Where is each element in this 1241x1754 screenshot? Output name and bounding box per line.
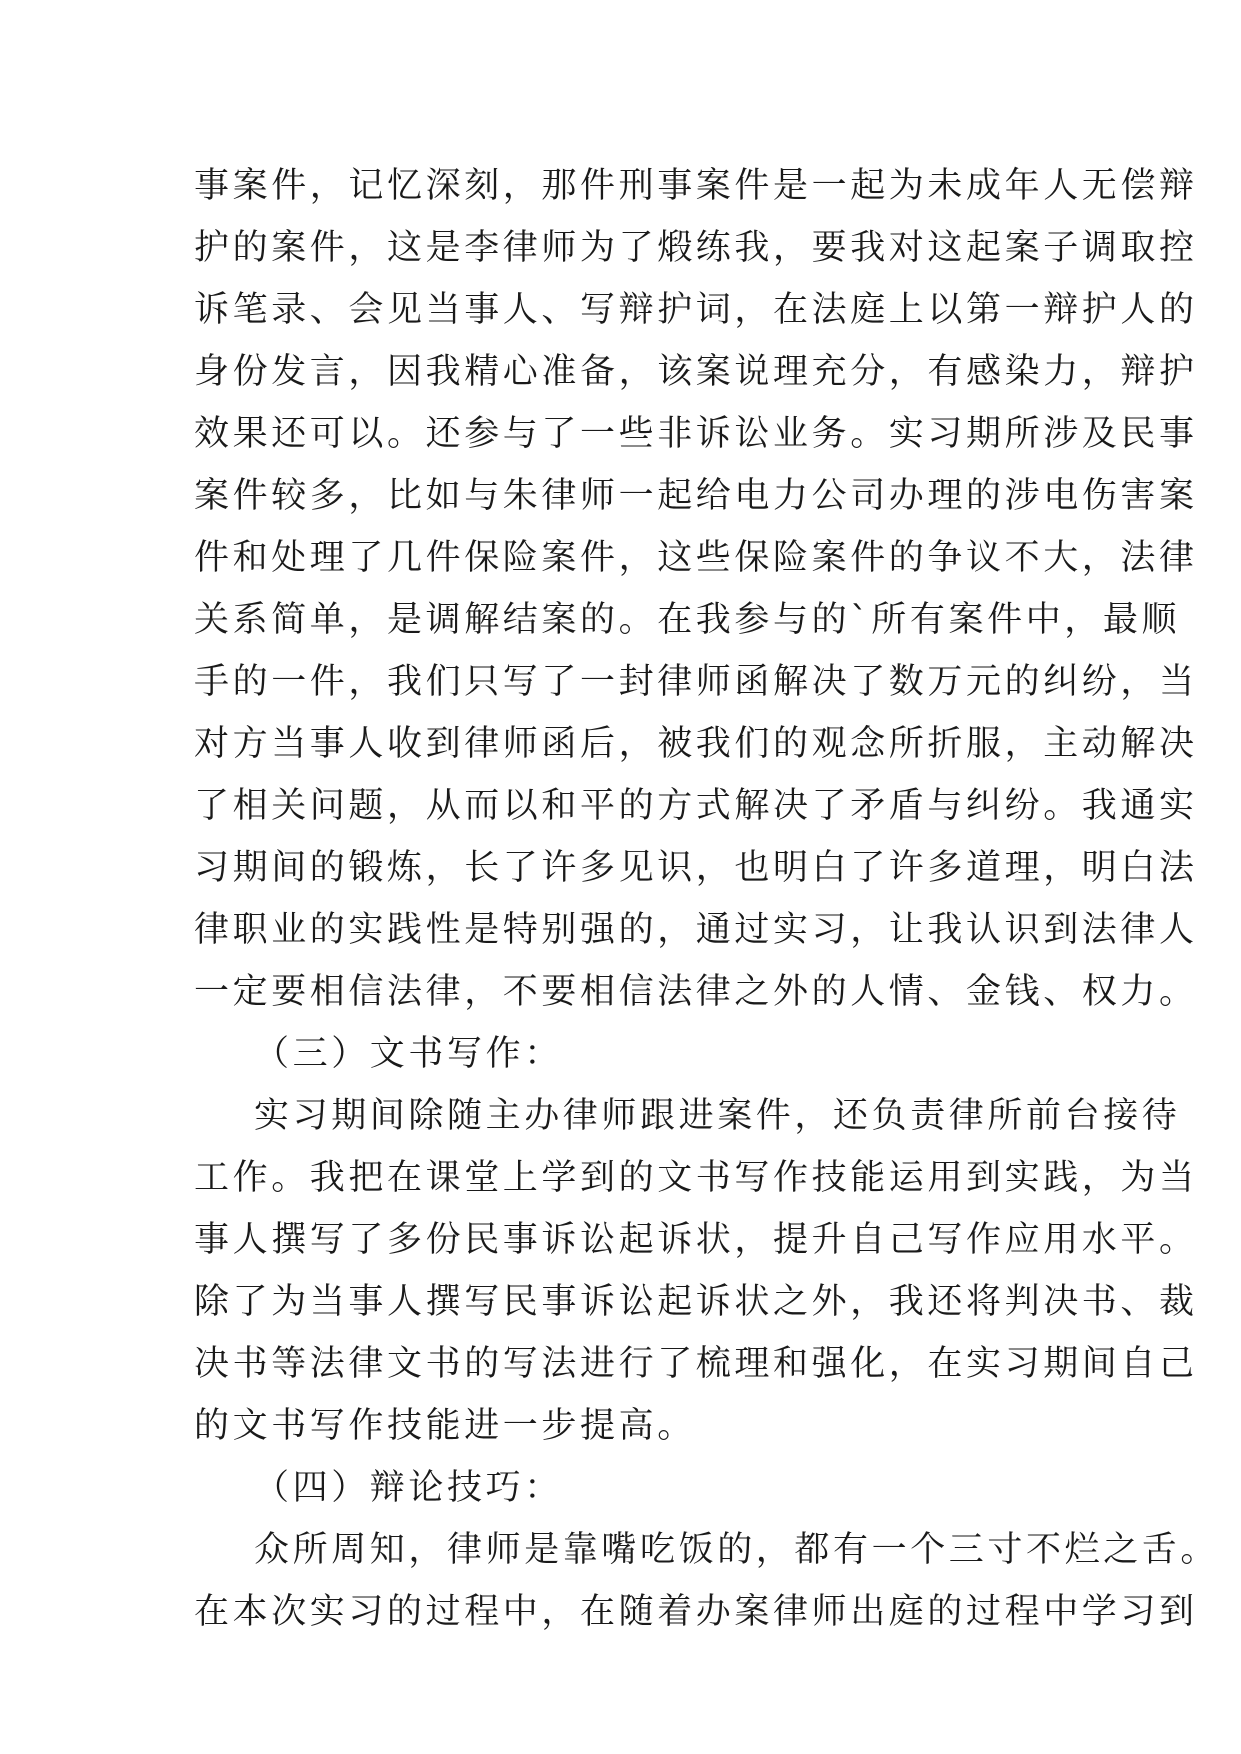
text-line: 的文书写作技能进一步提高。: [194, 1406, 696, 1446]
text-line: 习期间的锻炼，长了许多见识，也明白了许多道理，明白法: [194, 848, 1198, 888]
text-line: 对方当事人收到律师函后，被我们的观念所折服，主动解决: [194, 724, 1198, 764]
body-text: [194, 155, 1220, 1643]
section-heading-4: （四）辩论技巧：: [254, 1468, 563, 1508]
text-line: 一定要相信法律，不要相信法律之外的人情、金钱、权力。: [194, 972, 1198, 1012]
text-line: 事案件，记忆深刻，那件刑事案件是一起为未成年人无偿辩: [194, 166, 1198, 206]
text-line: 关系简单，是调解结案的。在我参与的`所有案件中，最顺: [194, 600, 1181, 640]
text-line: 身份发言，因我精心准备，该案说理充分，有感染力，辩护: [194, 352, 1198, 392]
text-line: 决书等法律文书的写法进行了梳理和强化，在实习期间自己: [194, 1344, 1198, 1384]
text-line: 效果还可以。还参与了一些非诉讼业务。实习期所涉及民事: [194, 414, 1198, 454]
text-line: 手的一件，我们只写了一封律师函解决了数万元的纠纷，当: [194, 662, 1198, 702]
text-line: 众所周知，律师是靠嘴吃饭的，都有一个三寸不烂之舌。: [254, 1530, 1220, 1570]
text-line: 诉笔录、会见当事人、写辩护词，在法庭上以第一辩护人的: [194, 290, 1198, 330]
text-line: 律职业的实践性是特别强的，通过实习，让我认识到法律人: [194, 910, 1198, 950]
text-line: 件和处理了几件保险案件，这些保险案件的争议不大，法律: [194, 538, 1198, 578]
text-line: 护的案件，这是李律师为了煅练我，要我对这起案子调取控: [194, 228, 1198, 268]
text-line: 在本次实习的过程中，在随着办案律师出庭的过程中学习到: [194, 1592, 1198, 1632]
text-line: 案件较多，比如与朱律师一起给电力公司办理的涉电伤害案: [194, 476, 1198, 516]
text-line: 实习期间除随主办律师跟进案件，还负责律所前台接待: [254, 1096, 1181, 1136]
text-line: 工作。我把在课堂上学到的文书写作技能运用到实践，为当: [194, 1158, 1198, 1198]
text-line: 除了为当事人撰写民事诉讼起诉状之外，我还将判决书、裁: [194, 1282, 1198, 1322]
text-line: 了相关问题，从而以和平的方式解决了矛盾与纠纷。我通实: [194, 786, 1198, 826]
text-line: 事人撰写了多份民事诉讼起诉状，提升自己写作应用水平。: [194, 1220, 1198, 1260]
section-heading-3: （三）文书写作：: [254, 1034, 563, 1074]
